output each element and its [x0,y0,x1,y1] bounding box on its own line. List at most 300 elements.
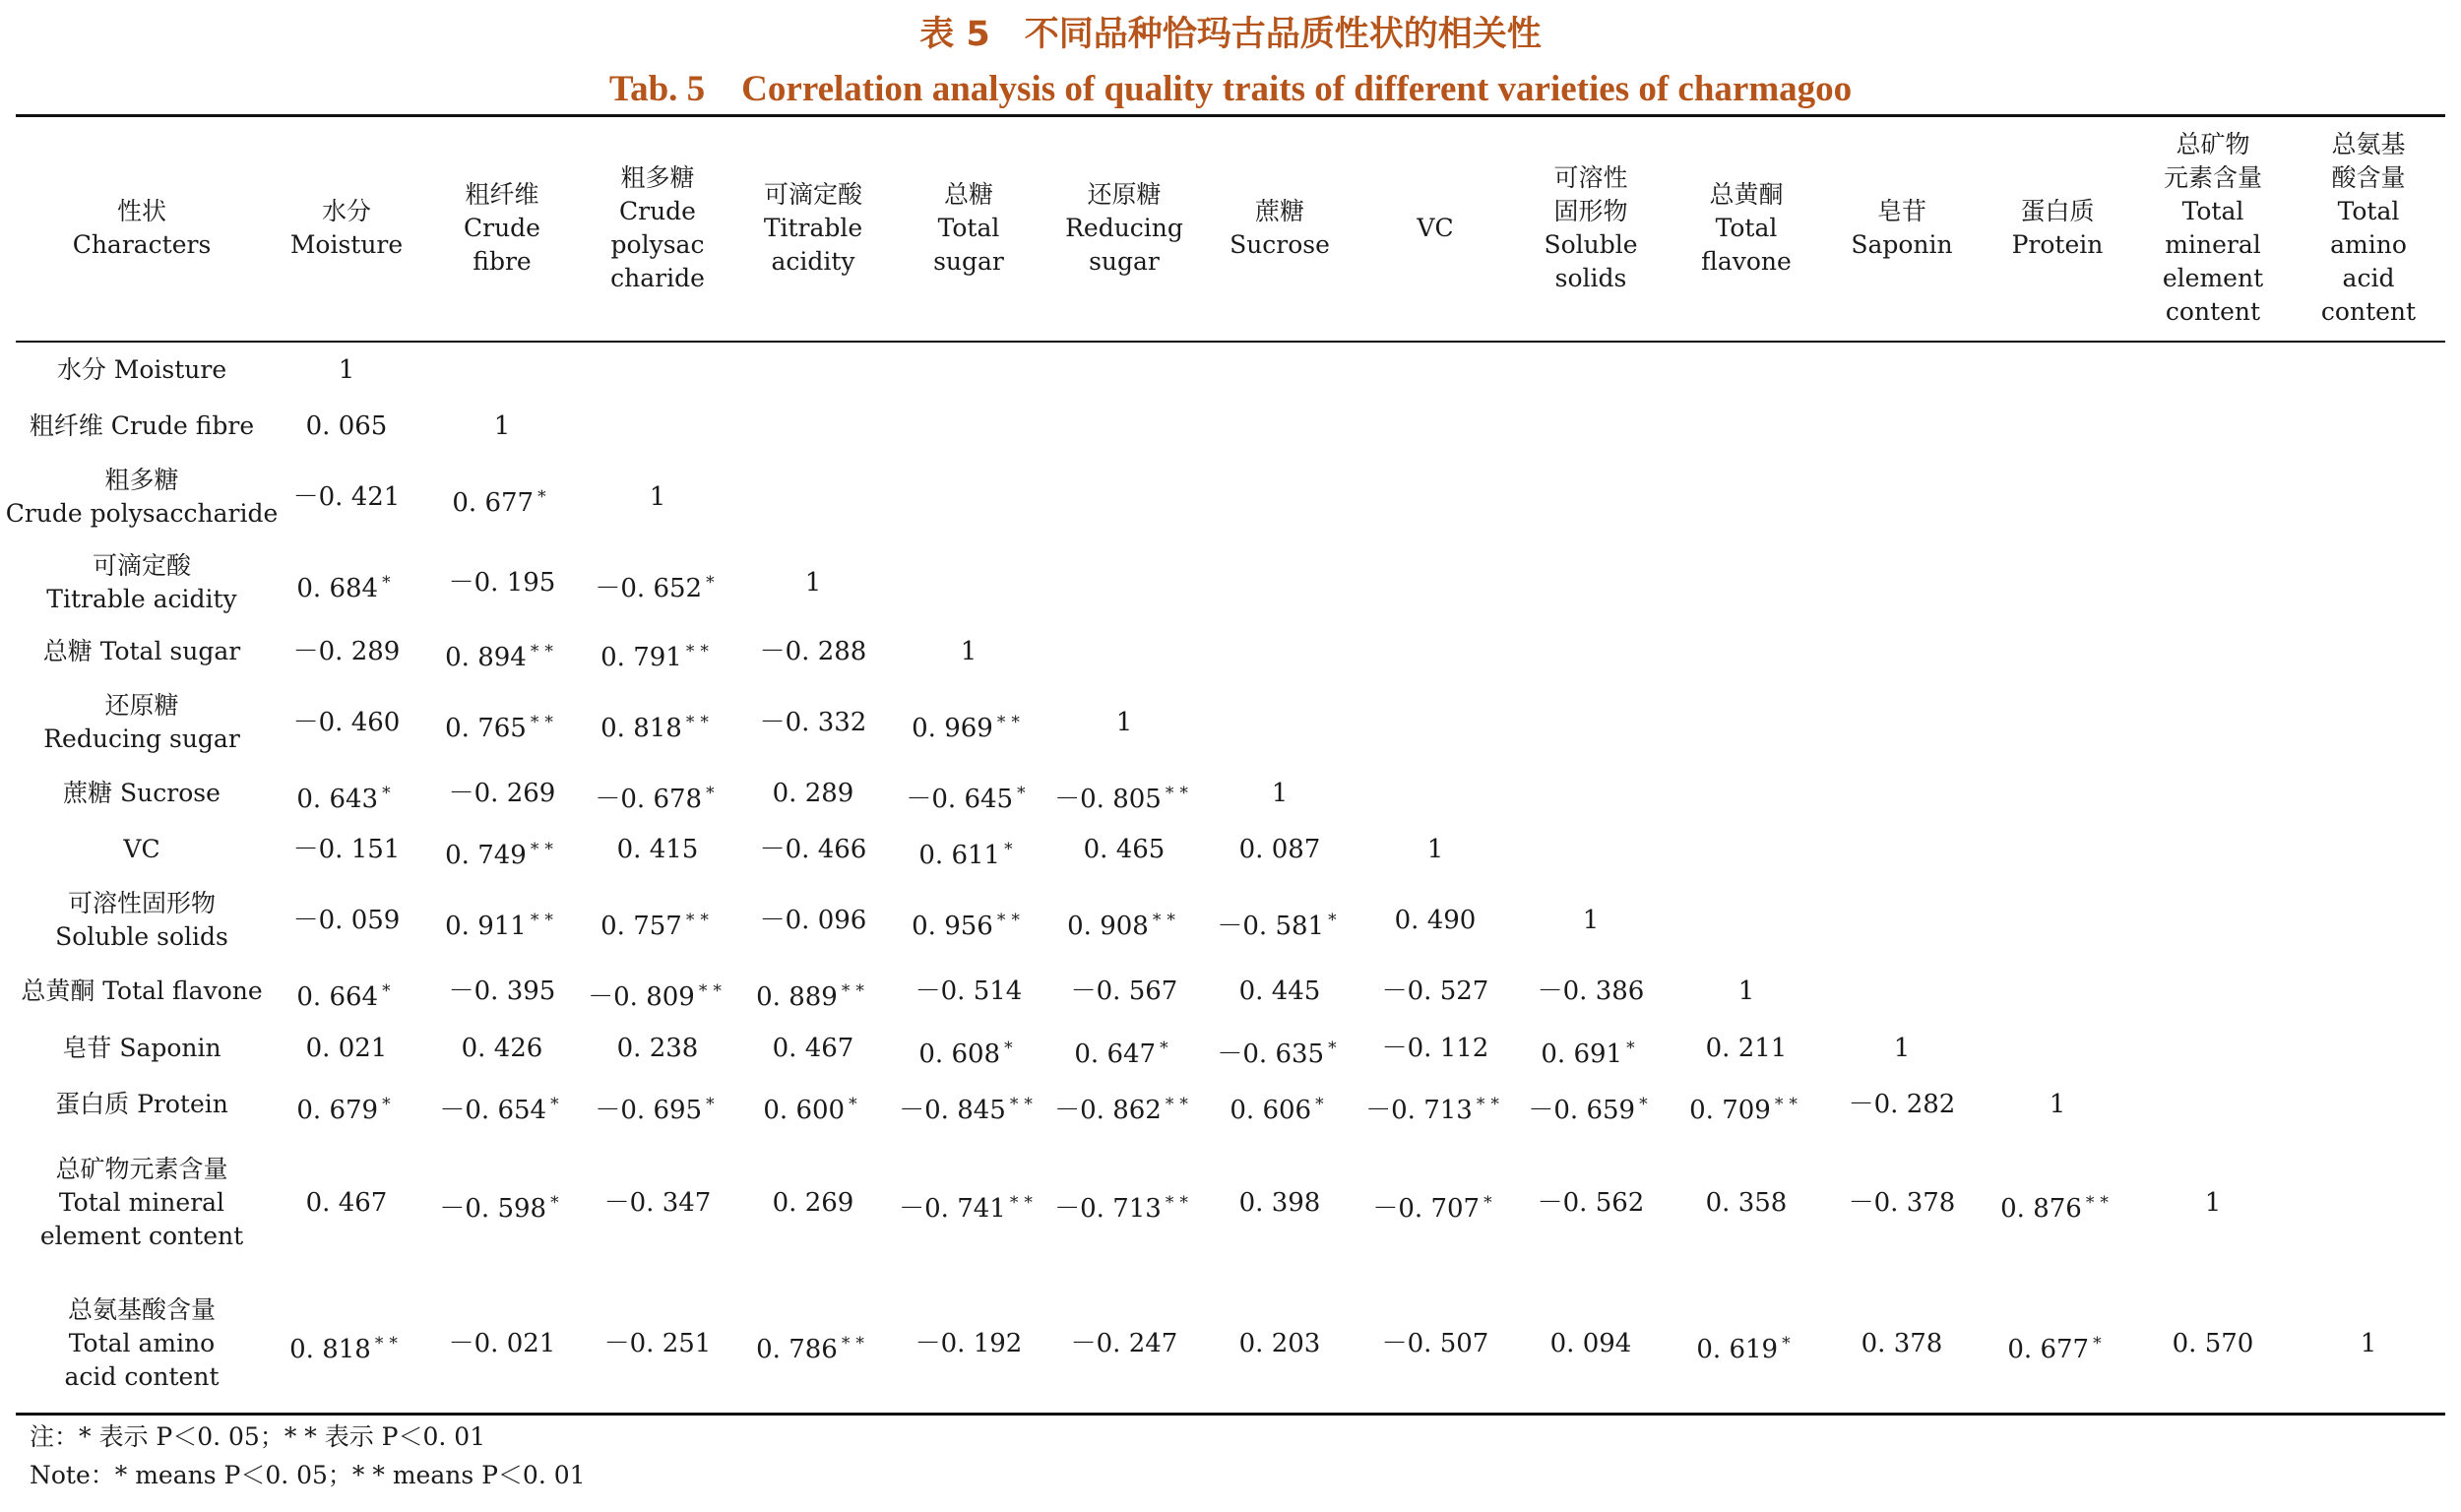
correlation-cell [425,1183,579,1223]
correlation-value: 1 [1115,708,1133,737]
correlation-value: －0. 654 [439,1096,547,1125]
column-header-line: sugar [1089,247,1160,276]
column-header-line: 可溶性 [1553,163,1628,192]
correlation-value: 0. 606 [1230,1096,1312,1125]
column-header-line: 皂苷 [1876,197,1926,225]
correlation-value: 0. 647 [1074,1040,1157,1069]
correlation-value: 0. 677 [452,488,535,518]
correlation-value: 1 [960,637,978,666]
correlation-value: －0. 707 [1372,1194,1481,1224]
correlation-cell [1047,703,1201,742]
row-label-line: 总黄酮 Total flavone [21,976,263,1005]
correlation-cell [270,1324,423,1363]
significance-mark: ** [530,911,559,930]
correlation-cell [1670,972,1823,1011]
correlation-cell [1203,1183,1357,1223]
column-header-line: 固形物 [1553,197,1628,225]
column-header-line: Protein [2011,230,2104,259]
correlation-value: 0. 664 [296,982,379,1012]
row-label [16,975,268,1008]
significance-mark: ** [685,911,715,930]
significance-mark: * [550,1193,565,1213]
correlation-value: －0. 678 [595,785,703,814]
correlation-value: －0. 567 [1070,976,1178,1006]
correlation-cell [270,632,423,671]
correlation-value: －0. 713 [1054,1194,1162,1224]
correlation-cell [892,901,1045,940]
correlation-cell [581,632,734,671]
correlation-cell [1358,1029,1512,1068]
row-label [16,1088,268,1121]
correlation-value: －0. 845 [899,1096,1006,1125]
table-title-chinese: 表 5 不同品种恰玛古品质性状的相关性 [919,15,1542,54]
correlation-cell [1981,1085,2134,1124]
row-label-line: Total amino [68,1329,216,1357]
correlation-cell [2136,1324,2290,1363]
correlation-value: －0. 460 [292,708,401,737]
correlation-cell [1825,1183,1979,1223]
row-label-line: VC [123,835,160,863]
correlation-value: 0. 684 [296,574,379,603]
column-header-line: element [2162,264,2264,292]
significance-mark: * [706,1095,721,1114]
significance-mark: * [1004,840,1019,859]
correlation-value: 1 [2360,1329,2377,1358]
correlation-value: 1 [649,482,666,512]
correlation-cell [425,477,579,517]
significance-mark: * [1483,1193,1498,1213]
correlation-cell [1203,1029,1357,1068]
correlation-cell [270,407,423,446]
column-header [425,118,579,339]
correlation-cell [1670,1183,1823,1223]
row-label [16,689,268,756]
significance-mark: ** [841,981,870,1001]
correlation-cell [1203,1085,1357,1124]
correlation-value: －0. 598 [439,1194,547,1224]
row-label-line: Soluble solids [55,922,228,951]
correlation-cell [581,1183,734,1223]
correlation-cell [270,563,423,602]
correlation-value: 0. 791 [600,643,682,672]
correlation-value: 0. 911 [445,912,527,941]
correlation-cell [1670,1029,1823,1068]
correlation-value: 0. 094 [1549,1329,1632,1358]
significance-mark: * [1160,1039,1174,1058]
correlation-value: 0. 757 [600,912,682,941]
significance-mark: * [1004,1039,1019,1058]
correlation-cell [1358,1085,1512,1124]
correlation-value: 0. 679 [296,1096,379,1125]
correlation-cell [1670,1324,1823,1363]
column-header-line: 蔗糖 [1254,197,1304,225]
correlation-cell [1047,1085,1201,1124]
row-label [5,464,279,531]
correlation-value: －0. 805 [1054,785,1162,814]
significance-mark: * [1328,911,1343,930]
significance-mark: ** [685,713,715,732]
correlation-cell [1047,774,1201,813]
column-header [1825,118,1979,339]
correlation-value: 0. 021 [305,1034,388,1063]
column-header-line: Total [2337,197,2400,225]
significance-mark: ** [530,840,559,859]
row-label [16,410,268,443]
correlation-value: －0. 192 [915,1329,1023,1358]
significance-mark: * [1017,784,1032,803]
correlation-cell [1203,1324,1357,1363]
correlation-cell [736,972,890,1011]
column-header-line: 总氨基 [2331,130,2406,158]
correlation-value: －0. 581 [1217,912,1325,941]
correlation-value: －0. 347 [603,1188,712,1218]
row-label [16,635,268,668]
column-header [581,118,734,339]
correlation-cell [1047,830,1201,869]
correlation-value: 0. 608 [918,1040,1001,1069]
column-header-line: 可滴定酸 [763,180,862,209]
significance-mark: * [1626,1039,1641,1058]
column-header-line: Total [2181,197,2244,225]
row-label-line: 粗纤维 Crude fibre [29,411,255,440]
correlation-value: 0. 611 [918,841,1001,870]
row-label-line: element content [39,1222,244,1250]
correlation-value: －0. 282 [1848,1090,1956,1119]
correlation-value: －0. 112 [1381,1034,1489,1063]
column-header-line: flavone [1701,247,1792,276]
row-label-line: 皂苷 Saponin [62,1034,221,1062]
correlation-value: 0. 465 [1083,835,1166,864]
correlation-cell [736,563,890,602]
correlation-cell [892,1085,1045,1124]
column-header-characters [16,118,268,339]
row-label-line: 总氨基酸含量 [67,1295,216,1324]
correlation-value: －0. 713 [1365,1096,1473,1125]
correlation-value: 0. 490 [1394,906,1477,935]
significance-mark: * [382,981,397,1001]
correlation-value: 0. 677 [2007,1335,2090,1364]
correlation-value: －0. 288 [759,637,867,666]
correlation-value: 0. 238 [616,1034,699,1063]
column-header [736,118,890,339]
column-header-line: Moisture [289,230,404,259]
correlation-value: 0. 749 [445,841,527,870]
correlation-value: －0. 421 [292,482,401,512]
significance-mark: * [382,573,397,593]
significance-mark: * [550,1095,565,1114]
correlation-cell [581,1029,734,1068]
correlation-cell [581,1085,734,1124]
correlation-value: 0. 818 [289,1335,371,1364]
column-header-line: Saponin [1851,230,1953,259]
column-header [1203,118,1357,339]
row-label [16,549,268,616]
correlation-value: 0. 691 [1541,1040,1623,1069]
correlation-cell [425,901,579,940]
correlation-value: 0. 415 [616,835,699,864]
correlation-cell [1358,830,1512,869]
correlation-value: 0. 818 [600,714,682,743]
column-header-line: acid [2342,264,2395,292]
correlation-value: 1 [493,411,511,441]
significance-mark: ** [996,713,1026,732]
significance-mark: * [1782,1334,1797,1354]
column-header [2292,118,2445,339]
correlation-value: 1 [2204,1188,2222,1218]
correlation-value: －0. 659 [1528,1096,1636,1125]
row-label-line: 还原糖 [104,691,179,720]
correlation-cell [1047,1183,1201,1223]
correlation-cell [736,774,890,813]
column-header-characters-line: Characters [72,230,212,259]
correlation-cell [270,1183,423,1223]
correlation-cell [425,1085,579,1124]
column-header-line: solids [1554,264,1627,292]
significance-mark: ** [530,642,559,662]
column-header-line: 还原糖 [1087,180,1162,209]
significance-mark: ** [1009,1095,1039,1114]
correlation-cell [736,1183,890,1223]
row-label-line: 总糖 Total sugar [42,637,241,665]
correlation-cell [425,632,579,671]
table-note-english: Note：* means P＜0. 05；* * means P＜0. 01 [30,1461,586,1489]
correlation-cell [581,830,734,869]
correlation-cell [1514,972,1668,1011]
correlation-cell [270,350,423,390]
column-header [2136,118,2290,339]
correlation-value: －0. 269 [448,779,556,808]
column-header [270,118,423,339]
significance-mark: * [537,487,552,507]
row-label [16,887,268,954]
correlation-value: 0. 398 [1238,1188,1321,1218]
column-header-line: content [2165,297,2261,326]
correlation-value: 1 [804,568,822,598]
significance-mark: ** [996,911,1026,930]
correlation-cell [270,477,423,517]
column-header-line: 水分 [321,197,371,225]
correlation-value: －0. 862 [1054,1096,1162,1125]
row-label-line: 可溶性固形物 [67,889,216,917]
column-header [1981,118,2134,339]
row-label-line: 蔗糖 Sucrose [63,779,221,807]
correlation-value: 0. 289 [772,779,854,808]
significance-mark: * [2093,1334,2108,1354]
column-header-line: Soluble [1544,230,1638,259]
correlation-cell [1047,972,1201,1011]
significance-mark: ** [1165,1193,1194,1213]
correlation-cell [425,1029,579,1068]
correlation-cell [1358,972,1512,1011]
correlation-value: 1 [1426,835,1444,864]
row-label-line: 水分 Moisture [56,355,227,384]
correlation-cell [1981,1324,2134,1363]
column-header-line: 元素含量 [2163,163,2262,192]
correlation-value: 0. 426 [461,1034,543,1063]
correlation-value: 0. 378 [1861,1329,1943,1358]
correlation-cell [736,703,890,742]
correlation-cell [892,1324,1045,1363]
significance-mark: * [1315,1095,1330,1114]
correlation-cell [425,830,579,869]
correlation-value: －0. 514 [915,976,1023,1006]
correlation-cell [1203,972,1357,1011]
row-label [16,1293,268,1394]
column-header-line: 酸含量 [2331,163,2406,192]
correlation-value: －0. 059 [292,906,401,935]
correlation-value: －0. 386 [1537,976,1645,1006]
column-header-line: Reducing [1065,214,1183,242]
significance-mark: ** [1476,1095,1505,1114]
column-header-line: 总矿物 [2176,130,2250,158]
table-bottom-rule [16,1413,2445,1416]
column-header-line: Titrable [763,214,863,242]
correlation-value: －0. 466 [759,835,867,864]
correlation-cell [1203,774,1357,813]
significance-mark: ** [374,1334,404,1354]
correlation-cell [1358,901,1512,940]
correlation-value: 0. 709 [1689,1096,1771,1125]
correlation-value: 1 [2049,1090,2066,1119]
row-label [16,777,268,810]
row-label-line: Total mineral [58,1188,225,1217]
correlation-cell [1358,1183,1512,1223]
correlation-value: 1 [338,355,355,385]
table-top-rule [16,114,2445,117]
column-header-line: Sucrose [1230,230,1330,259]
table-header-rule [16,341,2445,343]
correlation-value: 0. 876 [2000,1194,2082,1224]
significance-mark: ** [1152,911,1181,930]
correlation-cell [736,1029,890,1068]
column-header-line: VC [1417,214,1454,242]
correlation-cell [892,703,1045,742]
correlation-cell [892,972,1045,1011]
column-header-line: Crude [464,214,540,242]
correlation-cell [581,477,734,517]
column-header [1514,118,1668,339]
correlation-value: 0. 570 [2172,1329,2254,1358]
correlation-value: 1 [1893,1034,1911,1063]
significance-mark: * [849,1095,863,1114]
correlation-value: 0. 643 [296,785,379,814]
correlation-value: －0. 247 [1070,1329,1178,1358]
column-header-characters-line: 性状 [116,197,166,225]
correlation-cell [1514,1183,1668,1223]
correlation-cell [1514,1085,1668,1124]
significance-mark: * [706,784,721,803]
correlation-cell [892,830,1045,869]
correlation-cell [1358,1324,1512,1363]
significance-mark: ** [1009,1193,1039,1213]
correlation-value: －0. 289 [292,637,401,666]
column-header-line: Total [937,214,1000,242]
row-label-line: Reducing sugar [43,724,240,753]
correlation-value: 0. 894 [445,643,527,672]
correlation-cell [270,1029,423,1068]
correlation-cell [736,632,890,671]
correlation-value: 0. 619 [1696,1335,1779,1364]
correlation-cell [1981,1183,2134,1223]
correlation-value: 0. 203 [1238,1329,1321,1358]
correlation-value: －0. 635 [1217,1040,1325,1069]
table-note-chinese: 注：* 表示 P＜0. 05；* * 表示 P＜0. 01 [30,1422,486,1451]
correlation-cell [1514,901,1668,940]
row-label [16,1153,268,1253]
correlation-cell [1203,830,1357,869]
correlation-value: －0. 652 [595,574,703,603]
significance-mark: ** [685,642,715,662]
correlation-value: －0. 332 [759,708,867,737]
column-header-line: Total [1715,214,1778,242]
table-title-english: Tab. 5 Correlation analysis of quality traits of different varieties of charmagoo [608,69,1853,109]
correlation-value: 1 [1271,779,1289,808]
correlation-value: －0. 096 [759,906,867,935]
column-header [892,118,1045,339]
correlation-value: 0. 600 [763,1096,846,1125]
correlation-cell [581,774,734,813]
correlation-cell [270,1085,423,1124]
column-header-line: 粗纤维 [465,180,539,209]
correlation-value: 0. 065 [305,411,388,441]
significance-mark: * [706,573,721,593]
significance-mark: ** [1165,1095,1194,1114]
correlation-value: －0. 378 [1848,1188,1956,1218]
correlation-cell [1825,1085,1979,1124]
correlation-cell [2136,1183,2290,1223]
correlation-value: 0. 211 [1705,1034,1788,1063]
correlation-cell [581,972,734,1011]
correlation-cell [270,774,423,813]
correlation-cell [425,703,579,742]
column-header-line: Crude [619,197,696,225]
correlation-value: －0. 195 [448,568,556,598]
correlation-cell [425,774,579,813]
column-header-line: 粗多糖 [620,163,695,192]
correlation-value: 0. 786 [756,1335,838,1364]
correlation-value: －0. 645 [906,785,1014,814]
correlation-cell [581,901,734,940]
correlation-cell [425,1324,579,1363]
correlation-cell [736,1085,890,1124]
correlation-cell [1047,1029,1201,1068]
column-header-line: acidity [771,247,855,276]
correlation-cell [1825,1324,1979,1363]
correlation-cell [1670,1085,1823,1124]
correlation-cell [736,830,890,869]
row-label-line: Titrable acidity [46,585,237,613]
correlation-cell [736,1324,890,1363]
row-label-line: Crude polysaccharide [5,499,279,528]
correlation-value: －0. 527 [1381,976,1489,1006]
column-header-line: 蛋白质 [2020,197,2095,225]
correlation-cell [1514,1029,1668,1068]
correlation-cell [270,830,423,869]
correlation-cell [581,563,734,602]
correlation-cell [892,632,1045,671]
correlation-value: 0. 087 [1238,835,1321,864]
correlation-cell [581,1324,734,1363]
correlation-value: －0. 809 [588,982,695,1012]
significance-mark: * [382,1095,397,1114]
correlation-value: －0. 741 [899,1194,1006,1224]
column-header-line: polysac [610,230,705,259]
correlation-cell [581,703,734,742]
column-header [1358,118,1512,339]
correlation-cell [1825,1029,1979,1068]
correlation-value: 0. 467 [305,1188,388,1218]
column-header [1047,118,1201,339]
